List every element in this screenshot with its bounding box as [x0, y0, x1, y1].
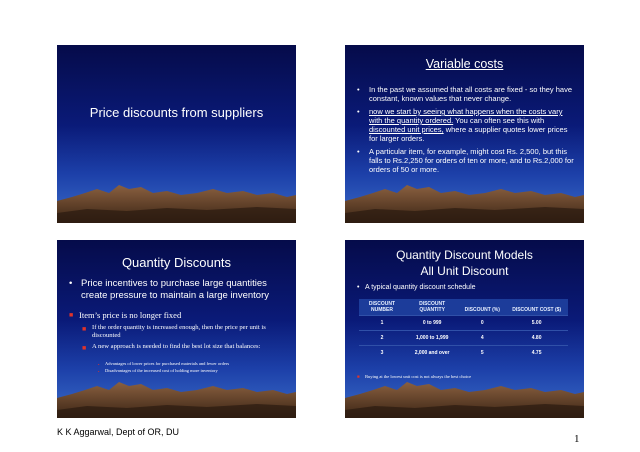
page-footer: K K Aggarwal, Dept of OR, DU: [57, 427, 180, 437]
slide-1: [57, 45, 296, 223]
mountains-graphic: [57, 163, 296, 223]
sub-sub-bullet: • Advantages of lower prices for purchased materials and fewer orders: [98, 361, 230, 367]
slide-3-title: Quantity Discounts: [121, 255, 232, 270]
slide-4-title: Quantity Discount Models All Unit Discount: [396, 248, 533, 278]
slide-3-bullets: [69, 278, 288, 302]
table-header: DISCOUNT QUANTITY: [405, 299, 459, 316]
table-header: DISCOUNT COST ($): [505, 299, 568, 316]
slide-2: [345, 45, 584, 223]
table-row: 2 1,000 to 1,999 4 4.80: [359, 331, 568, 346]
sub-bullet: ■ If the order quantity is increased enough, then the price per unit is discounted: [82, 324, 266, 339]
table-header: DISCOUNT NUMBER: [359, 299, 405, 316]
sub-heading: ■ Item’s price is no longer fixed: [69, 310, 182, 320]
bullet: • In the past we assumed that all costs are fixed - so they have constant, known values that never change.: [357, 85, 576, 103]
bullet: • now we start by seeing what happens when the costs vary with the quantity ordered. You can often see this with discounted unit prices, where a supplier quotes lower prices for larger orders.: [357, 107, 576, 143]
slide-4-subtitle: • A typical quantity discount schedule: [365, 284, 476, 291]
slide-4-note: ■ Buying at the lowest unit cost is not always the best choice: [357, 374, 472, 379]
slide-4: [345, 240, 584, 418]
slide-3: [57, 240, 296, 418]
mountains-graphic: [57, 358, 296, 418]
table-row: 3 2,000 and over 5 4.75: [359, 346, 568, 361]
bullet: • Price incentives to purchase large quantities create pressure to maintain a large inventory: [69, 278, 288, 302]
sub-sub-bullet: • Disadvantages of the increased cost of holding more inventory: [98, 368, 218, 374]
slide-2-title: Variable costs: [425, 57, 504, 71]
mountains-graphic: [345, 163, 584, 223]
page-number: 1: [574, 433, 580, 445]
bullet: • A particular item, for example, might cost Rs. 2,500, but this falls to Rs.2,250 for orders of ten or more, and to Rs.2,000 for orders of 50 or more.: [357, 147, 576, 174]
sub-bullet: ■ A new approach is needed to find the best lot size that balances:: [82, 343, 261, 352]
table-header: DISCOUNT (%): [459, 299, 505, 316]
mountains-graphic: [345, 358, 584, 418]
discount-table: [359, 299, 568, 360]
slide-1-title: Price discounts from suppliers: [89, 105, 264, 120]
table-row: 1 0 to 999 0 5.00: [359, 316, 568, 331]
